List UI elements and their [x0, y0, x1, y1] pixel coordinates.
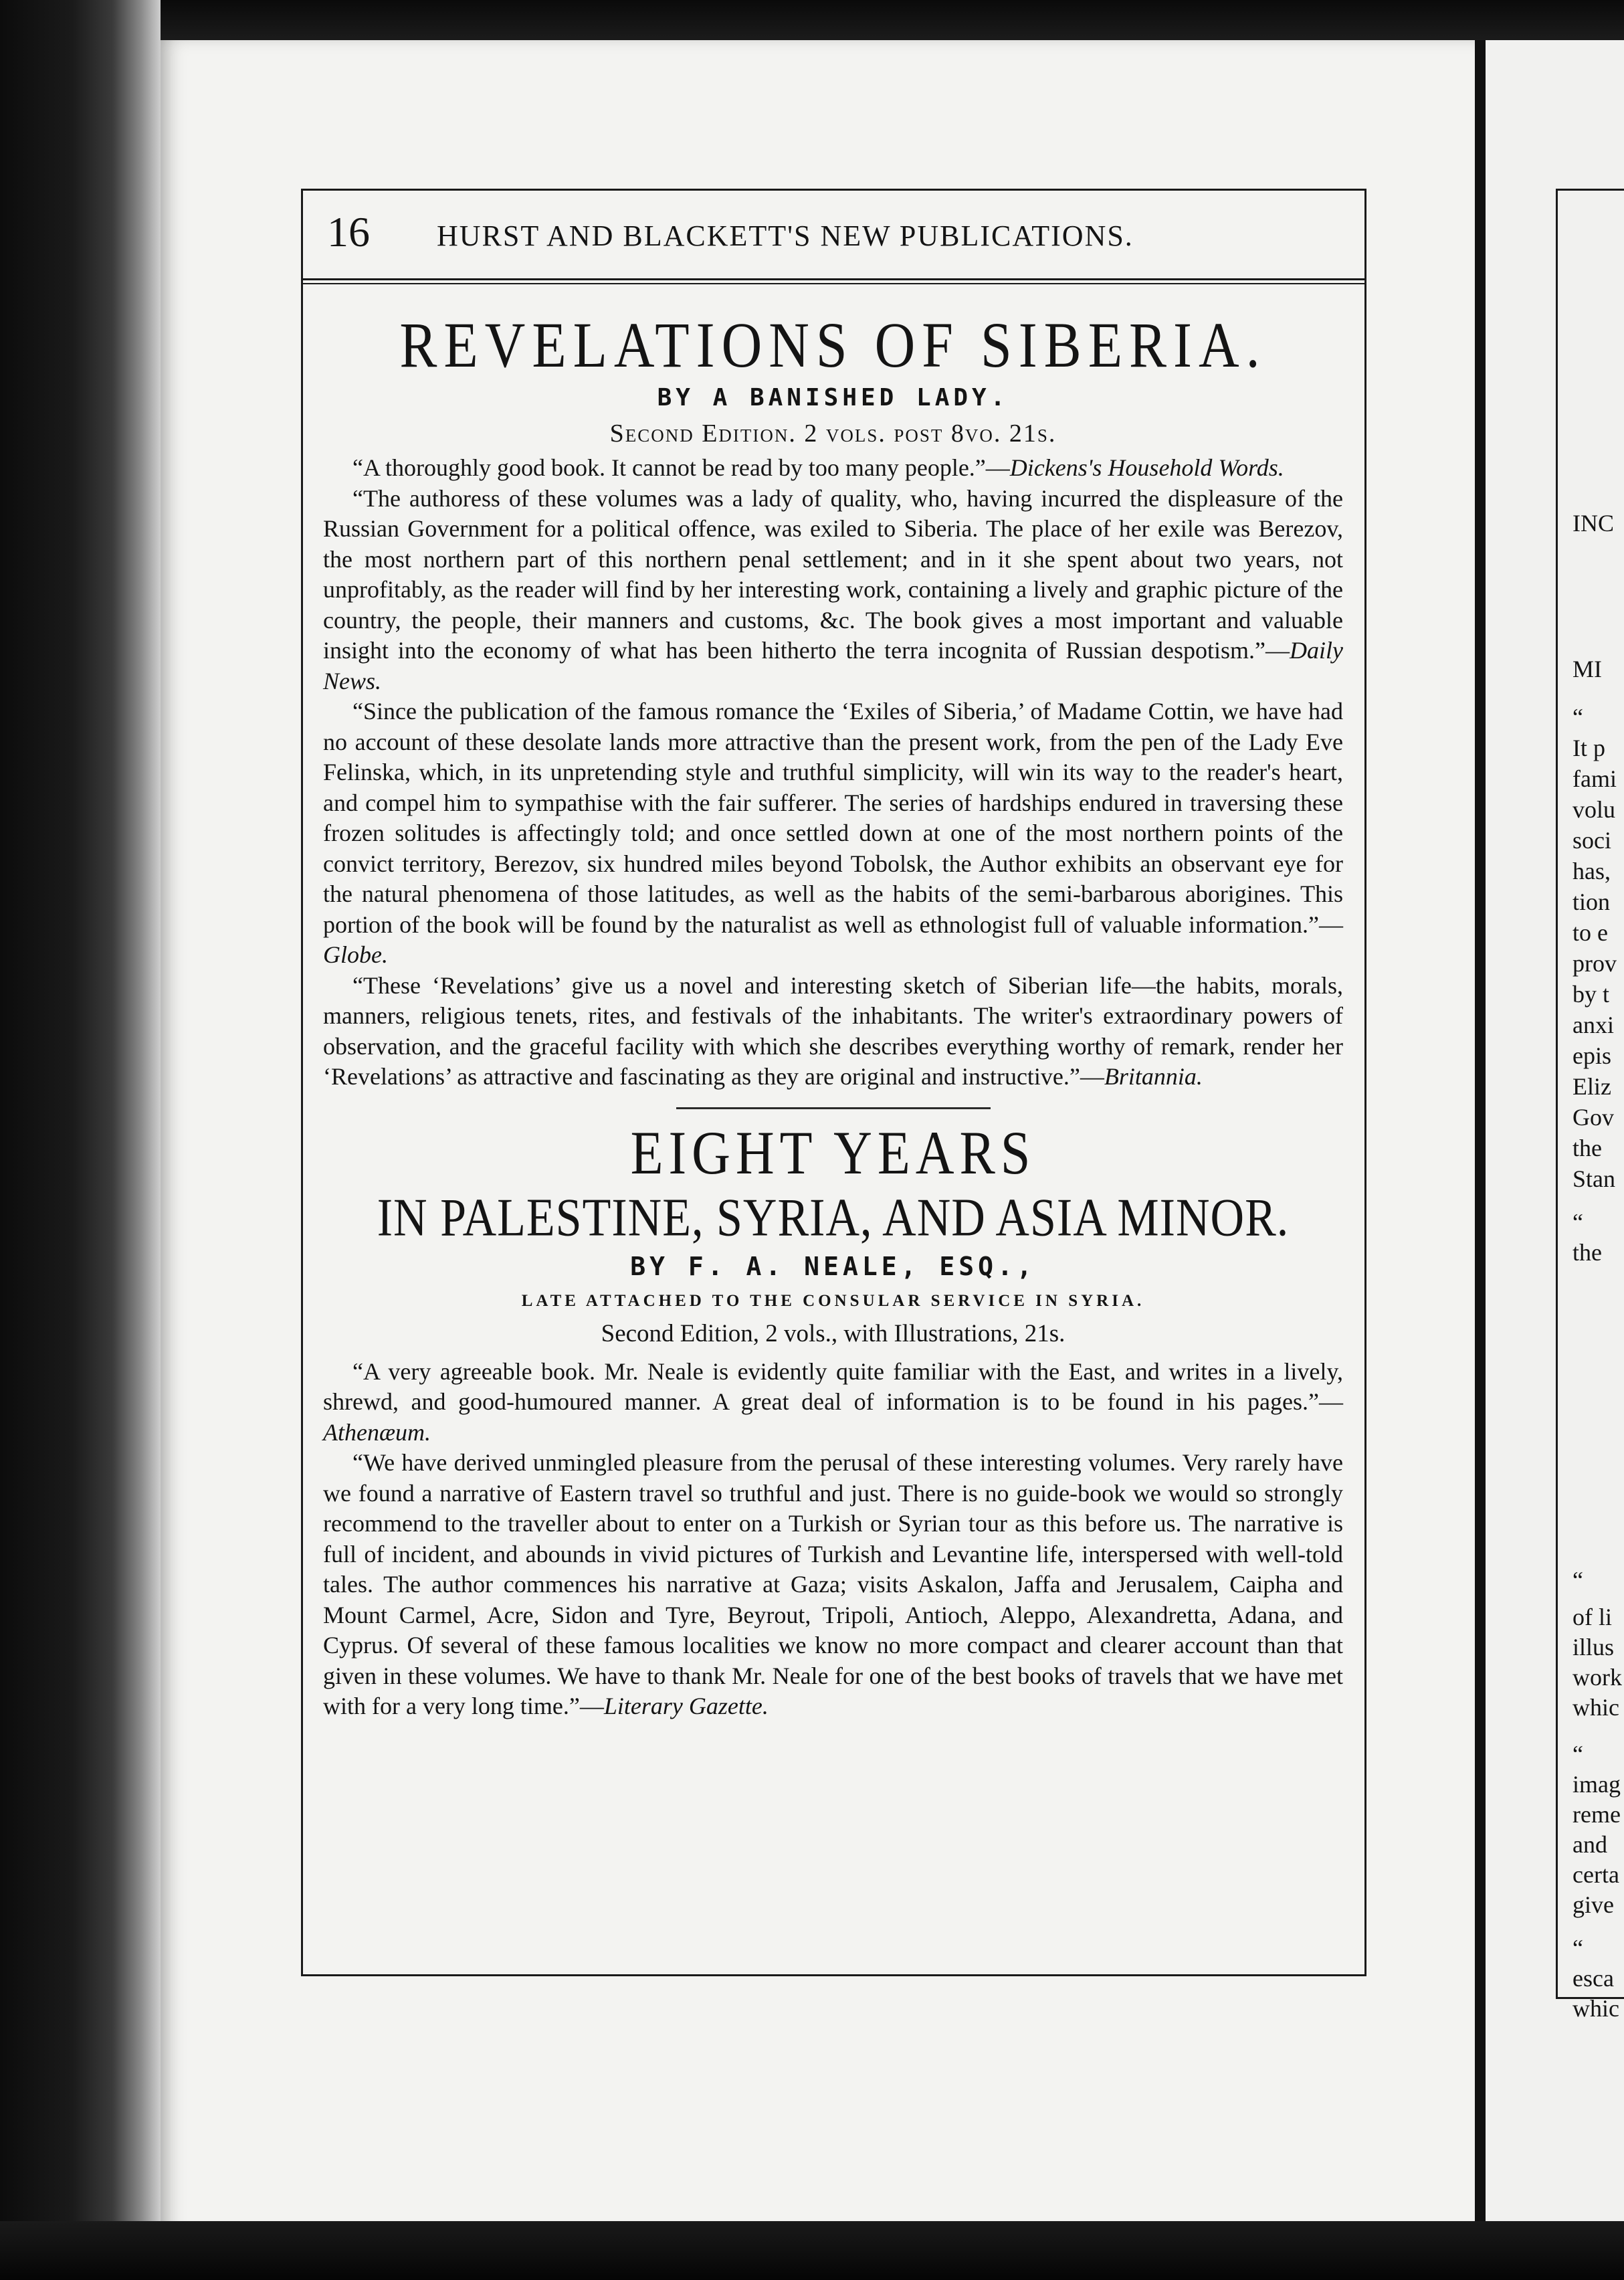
author-credentials: LATE ATTACHED TO THE CONSULAR SERVICE IN SYRIA.	[521, 1291, 1145, 1310]
next-page-line: Gov	[1572, 1104, 1614, 1131]
next-page-line: soci	[1572, 827, 1611, 854]
section-divider	[676, 1107, 991, 1109]
next-page-line: tion	[1572, 888, 1611, 915]
next-page-line: epis	[1572, 1042, 1611, 1069]
next-page-line: “	[1572, 1567, 1583, 1594]
next-page-line: reme	[1572, 1801, 1621, 1828]
review-quote	[323, 696, 1343, 971]
review-text: “Since the publication of the famous romance the ‘Exiles of Siberia,’ of Madame Cottin, we have had no account of these desolate lands more attractive than the present work, from the pen of the Lady Eve Felinska, which, in its unpretending style and truthful simplicity, will win its way to the reader's heart, and compel him to sympathise with the fair sufferer. The series of hardships endured in traversing these frozen solitudes is affectingly told; and once settled down at one of the most northern points of the convict territory, Berezov, six hundred miles beyond Tobolsk, the Author exhibits an observant eye for the natural phenomena of those latitudes, as well as the habits of the semi-barbarous aborigines. This portion of the book will be found by the naturalist as well as ethnologist full of valuable information.”—	[323, 698, 1343, 938]
page-header	[303, 191, 1364, 280]
next-page-line: the	[1572, 1239, 1602, 1266]
review-quote	[323, 971, 1343, 1092]
next-page-fragment	[1486, 40, 1624, 2248]
next-page-line: of li	[1572, 1604, 1612, 1630]
review-source: Britannia.	[1104, 1063, 1203, 1090]
book-entry-palestine	[323, 1119, 1343, 1722]
review-list	[323, 1357, 1343, 1722]
scan-bottom-edge	[0, 2221, 1624, 2280]
book-author: BY F. A. NEALE, ESQ.,	[630, 1251, 1036, 1281]
next-page-line: prov	[1572, 950, 1617, 977]
next-page-line: whic	[1572, 1995, 1619, 2022]
review-text: “The authoress of these volumes was a lady of quality, who, having incurred the displeasure of the Russian Government for a political offence, was exiled to Siberia. The place of her exile was Berezov, the most northern part of this northern penal settlement; and in it she spent about two years, not unprofitably, as the reader will find by her interesting work, containing a lively and graphic picture of the country, the people, their manners and customs, &c. The book gives a most important and valuable insight into the economy of what has been hitherto the terra incognita of Russian despotism.”—	[323, 484, 1343, 664]
next-page-line: whic	[1572, 1694, 1619, 1721]
review-source: Athenæum.	[323, 1418, 431, 1446]
page-content	[323, 311, 1343, 1722]
next-page-line: has,	[1572, 858, 1611, 884]
next-page-line: certa	[1572, 1861, 1619, 1888]
next-page-line: INC	[1572, 510, 1614, 537]
book-spine-edge	[0, 0, 161, 2280]
running-head: HURST AND BLACKETT'S NEW PUBLICATIONS.	[437, 219, 1134, 252]
page-gutter	[1475, 40, 1486, 2248]
review-text: “These ‘Revelations’ give us a novel and interesting sketch of Siberian life—the habits, morals, manners, religious tenets, rites, and festivals of the inhabitants. The writer's extraordinary powers of observation, and the graceful facility with which she describes everything worthy of remark, render her ‘Revelations’ as attractive and fascinating as they are original and instructive.”—	[323, 971, 1343, 1090]
review-text: “A thoroughly good book. It cannot be read by too many people.”—	[352, 454, 1010, 481]
book-title: EIGHT YEARS	[630, 1119, 1036, 1188]
review-text: “A very agreeable book. Mr. Neale is evidently quite familiar with the East, and writes in a lively, shrewd, and good-humoured manner. A great deal of information is to be found in his pages.”—	[323, 1357, 1343, 1415]
next-page-line: volu	[1572, 796, 1616, 823]
review-quote	[323, 1357, 1343, 1448]
next-page-line: MI	[1572, 656, 1602, 682]
review-quote	[323, 484, 1343, 697]
next-page-line: “	[1572, 704, 1583, 731]
next-page-line: give	[1572, 1891, 1614, 1918]
review-source: Literary Gazette.	[603, 1693, 769, 1719]
book-title: REVELATIONS OF SIBERIA.	[399, 309, 1267, 381]
book-entry-siberia	[323, 309, 1343, 1092]
review-list	[323, 453, 1343, 1092]
book-author: BY A BANISHED LADY.	[657, 384, 1009, 411]
next-page-line: fami	[1572, 765, 1617, 792]
next-page-line: It p	[1572, 735, 1605, 761]
review-source: Dickens's Household Words.	[1009, 454, 1284, 481]
book-edition: Second Edition. 2 vols. post 8vo. 21s.	[609, 419, 1057, 448]
next-page-line: illus	[1572, 1634, 1615, 1660]
next-page-line: Stan	[1572, 1165, 1616, 1192]
next-page-line: anxi	[1572, 1012, 1614, 1038]
next-page-line: by t	[1572, 981, 1610, 1008]
next-page-line: work	[1572, 1664, 1622, 1691]
review-source: Globe.	[323, 941, 388, 968]
review-text: “We have derived unmingled pleasure from the perusal of these interesting volumes. Very rarely have we found a narrative of Eastern travel so truthful and just. There is no guide-book we would so strongly recommend to the traveller about to enter on a Turkish or Syrian tour as this before us. The narrative is full of incident, and abounds in vivid pictures of Turkish and Levantine life, interspersed with well-told tales. The author commences his narrative at Gaza; visits Askalon, Jaffa and Jerusalem, Caipha and Mount Carmel, Acre, Sidon and Tyre, Beyrout, Tripoli, Antioch, Aleppo, Alexandretta, Adana, and Cyprus. Of several of these famous localities we know no more compact and clearer account than that given in these volumes. We have to thank Mr. Neale for one of the best books of travels that we have met with for a very long time.”—	[323, 1449, 1343, 1719]
next-page-line: “	[1572, 1741, 1583, 1768]
page-number: 16	[327, 208, 370, 256]
book-title-continued: IN PALESTINE, SYRIA, AND ASIA MINOR.	[377, 1188, 1290, 1248]
next-page-line: to e	[1572, 919, 1608, 946]
review-quote	[323, 1448, 1343, 1722]
next-page-line: Eliz	[1572, 1073, 1611, 1100]
review-quote	[323, 453, 1343, 484]
page-frame	[301, 189, 1366, 1976]
next-page-line: and	[1572, 1831, 1607, 1858]
header-double-rule	[303, 283, 1364, 284]
next-page-line: the	[1572, 1135, 1602, 1161]
next-page-line: “	[1572, 1209, 1583, 1236]
next-page-line: esca	[1572, 1965, 1614, 1992]
next-page-line: imag	[1572, 1771, 1621, 1798]
next-page-line: “	[1572, 1935, 1583, 1962]
review-source: Daily News.	[323, 637, 1343, 694]
book-edition: Second Edition, 2 vols., with Illustrations, 21s.	[601, 1319, 1065, 1347]
